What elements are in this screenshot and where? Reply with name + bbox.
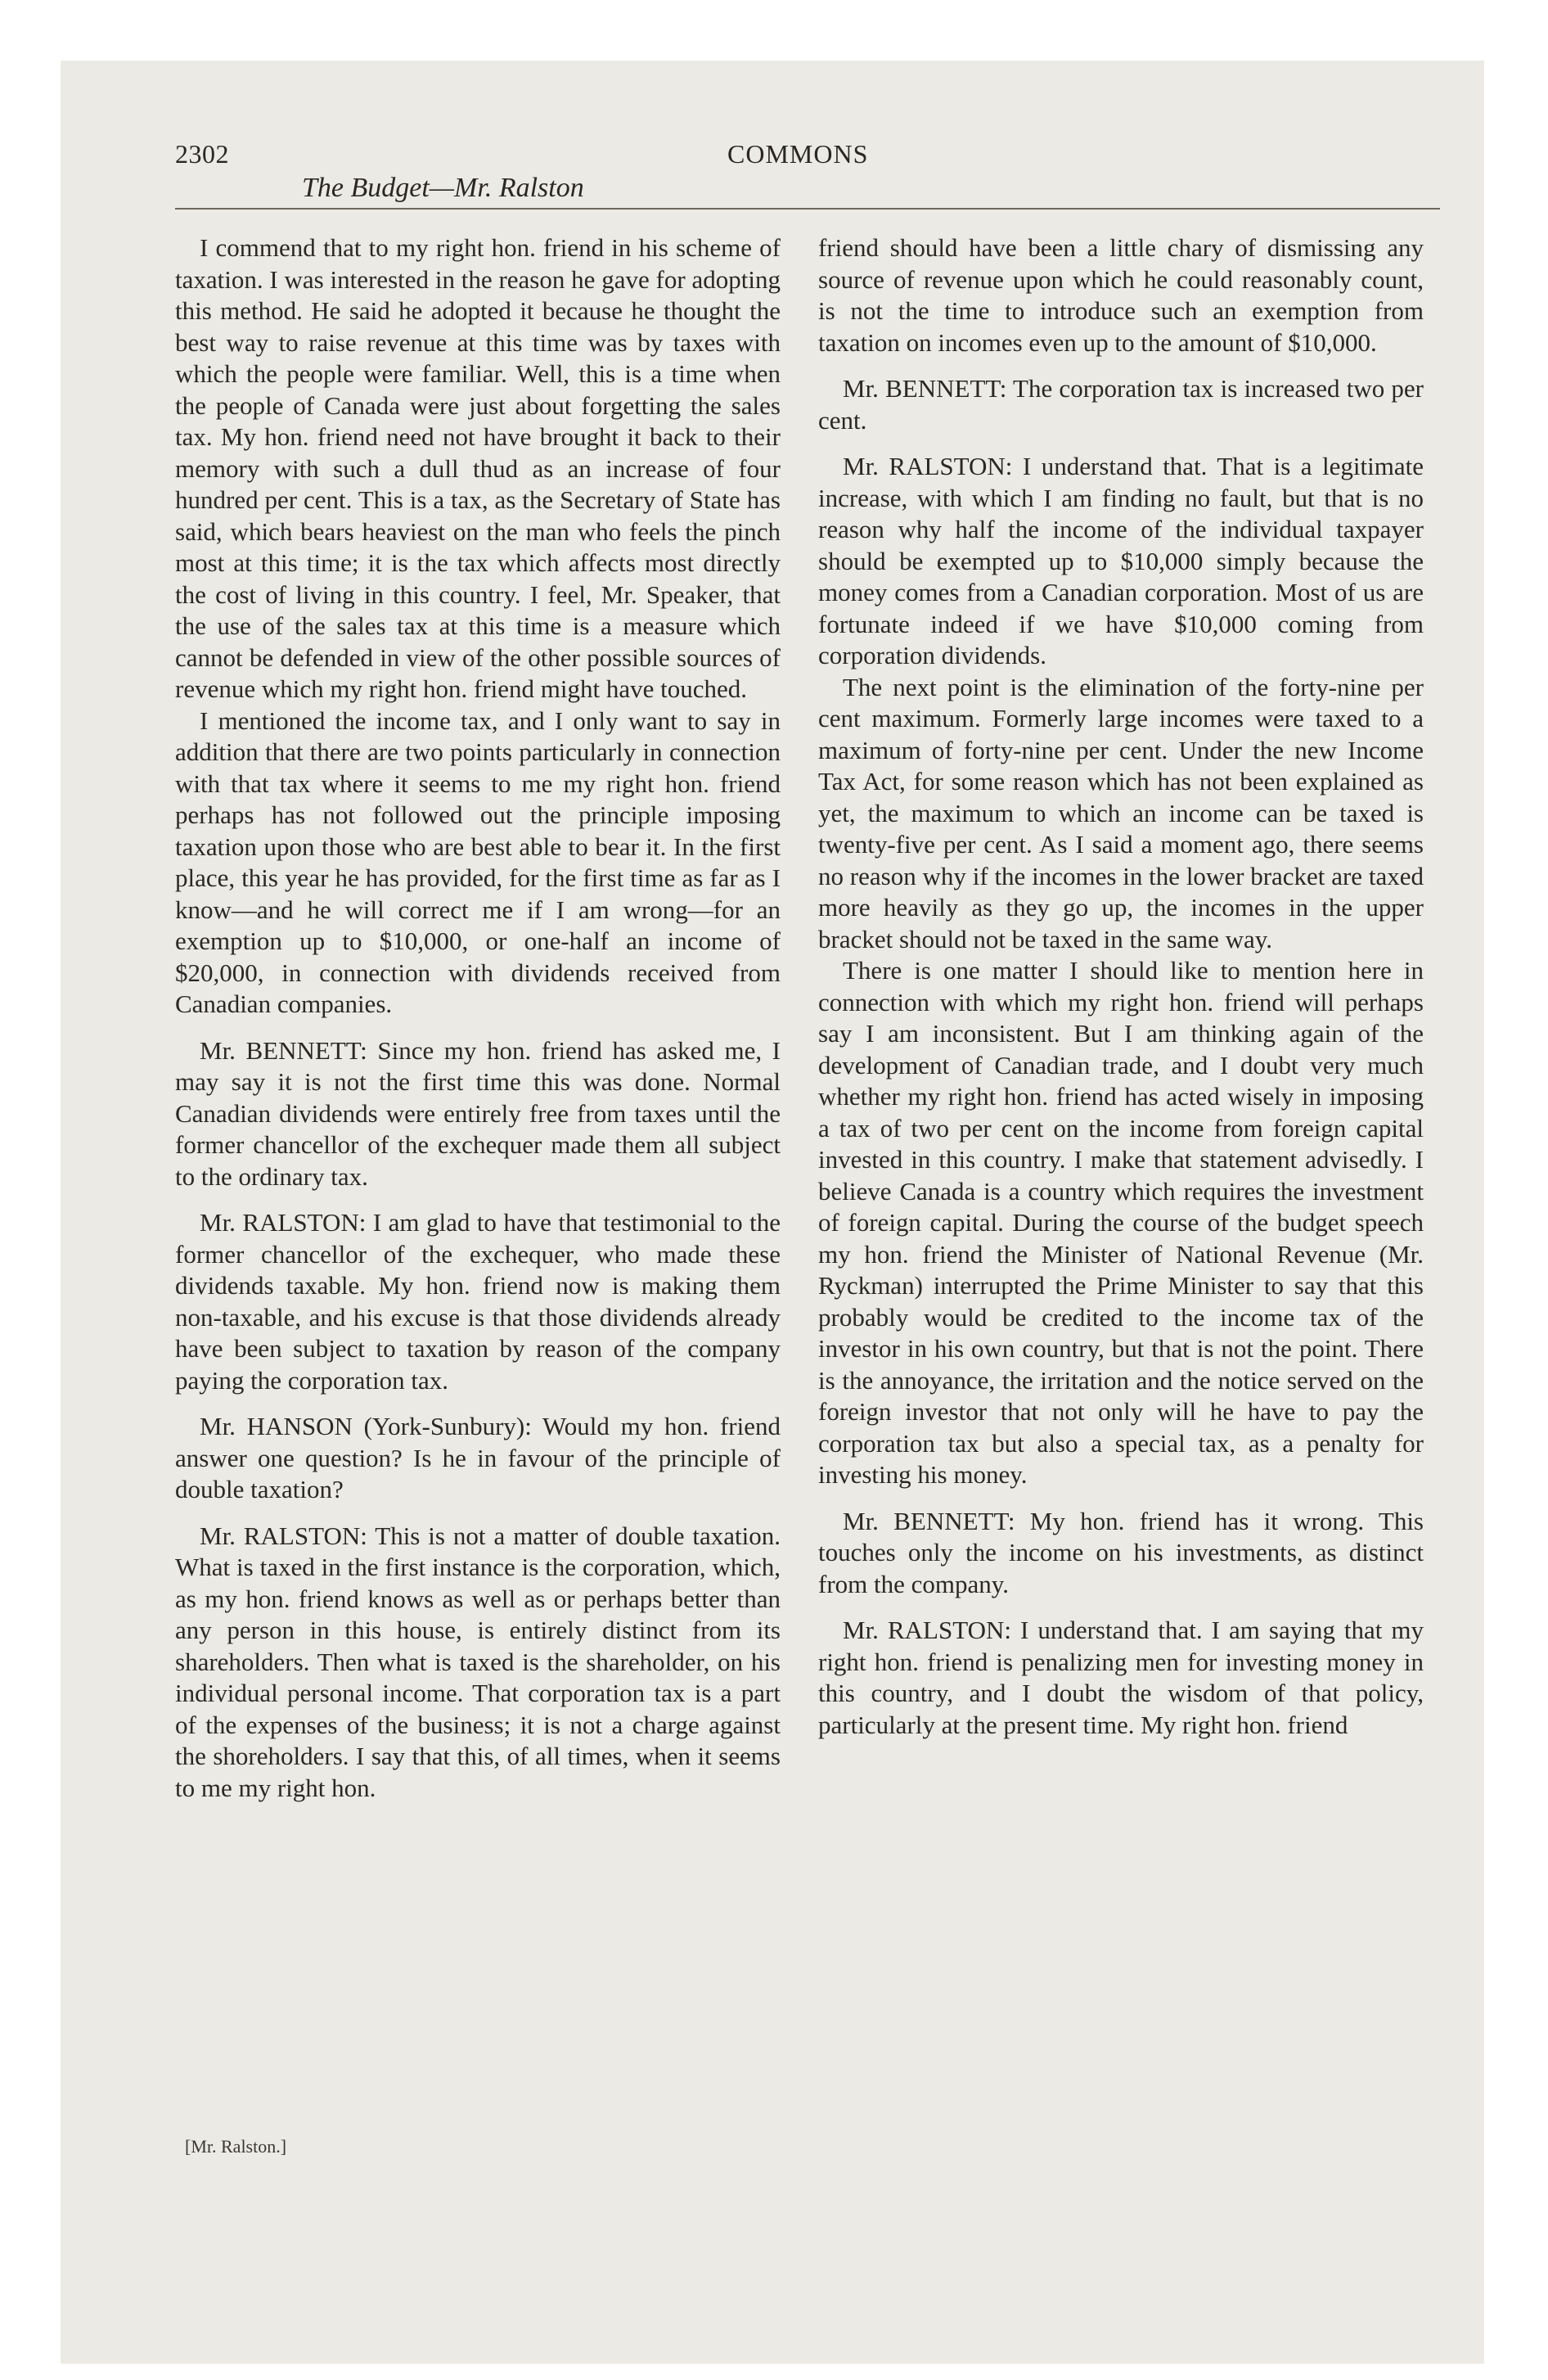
header-rule: [175, 208, 1440, 210]
paragraph: Mr. RALSTON: This is not a matter of double taxation. What is taxed in the first instance is the corporation, which, as my hon. friend knows as well as or perhaps better than any person in this house, is entirely distinct from its shareholders. Then what is taxed is the shareholder, on his individual personal income. That corporation tax is a part of the expenses of the business; it is not a charge against the shoreholders. I say that this, of all times, when it seems to me my right hon.: [175, 1521, 781, 1802]
paragraph: I commend that to my right hon. friend in his scheme of taxation. I was interested in the reason he gave for adopting this method. He said he adopted it because he thought the best way to raise revenue at this time was by taxes with which the people were familiar. Well, this is a time when the people of Canada were just about forgetting the sales tax. My hon. friend need not have brought it back to their memory with such a dull thud as an increase of four hundred per cent. This is a tax, as the Secretary of State has said, which bears heaviest on the man who feels the pinch most at this time; it is the tax which affects most directly the cost of living in this country. I feel, Mr. Speaker, that the use of the sales tax at this time is a measure which cannot be defended in view of the other possible sources of revenue which my right hon. friend might have touched.: [175, 233, 781, 703]
paragraph: Mr. BENNETT: My hon. friend has it wrong. This touches only the income on his investments, as distinct from the company.: [818, 1506, 1424, 1598]
paragraph: Mr. RALSTON: I understand that. I am saying that my right hon. friend is penalizing men for investing money in this country, and I doubt the wisdom of that policy, particularly at the present time. My right hon. friend: [818, 1616, 1424, 1739]
left-column: [175, 232, 781, 1804]
running-title: The Budget—Mr. Ralston: [302, 173, 584, 203]
paragraph: Mr. RALSTON: I understand that. That is a legitimate increase, with which I am finding no fault, but that is no reason why half the income of the individual taxpayer should be exempted up to $10,000 simply because the money comes from a Canadian corporation. Most of us are fortunate indeed if we have $10,000 coming from corporation dividends.: [818, 452, 1424, 669]
paragraph: Mr. HANSON (York-Sunbury): Would my hon. friend answer one question? Is he in favour of the principle of double taxation?: [175, 1412, 781, 1503]
paragraph: Mr. RALSTON: I am glad to have that testimonial to the former chancellor of the exchequer, who made these dividends taxable. My hon. friend now is making them non-taxable, and his excuse is that those dividends already have been subject to taxation by reason of the company paying the corporation tax.: [175, 1208, 781, 1395]
paragraph: friend should have been a little chary of dismissing any source of revenue upon which he could reasonably count, is not the time to introduce such an exemption from taxation on incomes even up to the amount of $10,000.: [818, 233, 1424, 357]
house-name: COMMONS: [727, 139, 869, 169]
page-number: 2302: [175, 139, 229, 169]
speaker-footnote: [Mr. Ralston.]: [185, 2136, 287, 2157]
paragraph: The next point is the elimination of the forty-nine per cent maximum. Formerly large incomes were taxed to a maximum of forty-nine per cent. Under the new Income Tax Act, for some reason which has not been explained as yet, the maximum to which an income can be taxed is twenty-five per cent. As I said a moment ago, there seems no reason why if the incomes in the lower bracket are taxed more heavily as they go up, the incomes in the upper bracket should not be taxed in the same way.: [818, 672, 1424, 953]
page-header: [175, 137, 1440, 213]
paragraph: Mr. BENNETT: Since my hon. friend has asked me, I may say it is not the first time this was done. Normal Canadian dividends were entirely free from taxes until the former chancellor of the exchequer made them all subject to the ordinary tax.: [175, 1035, 781, 1191]
right-column: [818, 232, 1424, 1741]
paragraph: I mentioned the income tax, and I only want to say in addition that there are two points particularly in connection with that tax where it seems to me my right hon. friend perhaps has not followed out the principle imposing taxation upon those who are best able to bear it. In the first place, this year he has provided, for the first time as far as I know—and he will correct me if I am wrong—for an exemption up to $10,000, or one-half an income of $20,000, in connection with dividends received from Canadian companies.: [175, 705, 781, 1018]
paragraph: There is one matter I should like to mention here in connection with which my right hon. friend will perhaps say I am inconsistent. But I am thinking again of the development of Canadian trade, and I doubt very much whether my right hon. friend has acted wisely in imposing a tax of two per cent on the income from foreign capital invested in this country. I make that statement advisedly. I believe Canada is a country which requires the investment of foreign capital. During the course of the budget speech my hon. friend the Minister of National Revenue (Mr. Ryckman) interrupted the Prime Minister to say that this probably would be credited to the income tax of the investor in his own country, but that is not the point. There is the annoyance, the irritation and the notice served on the foreign investor that not only will he have to pay the corporation tax but also a special tax, as a penalty for investing his money.: [818, 956, 1424, 1489]
paragraph: Mr. BENNETT: The corporation tax is increased two per cent.: [818, 374, 1424, 435]
